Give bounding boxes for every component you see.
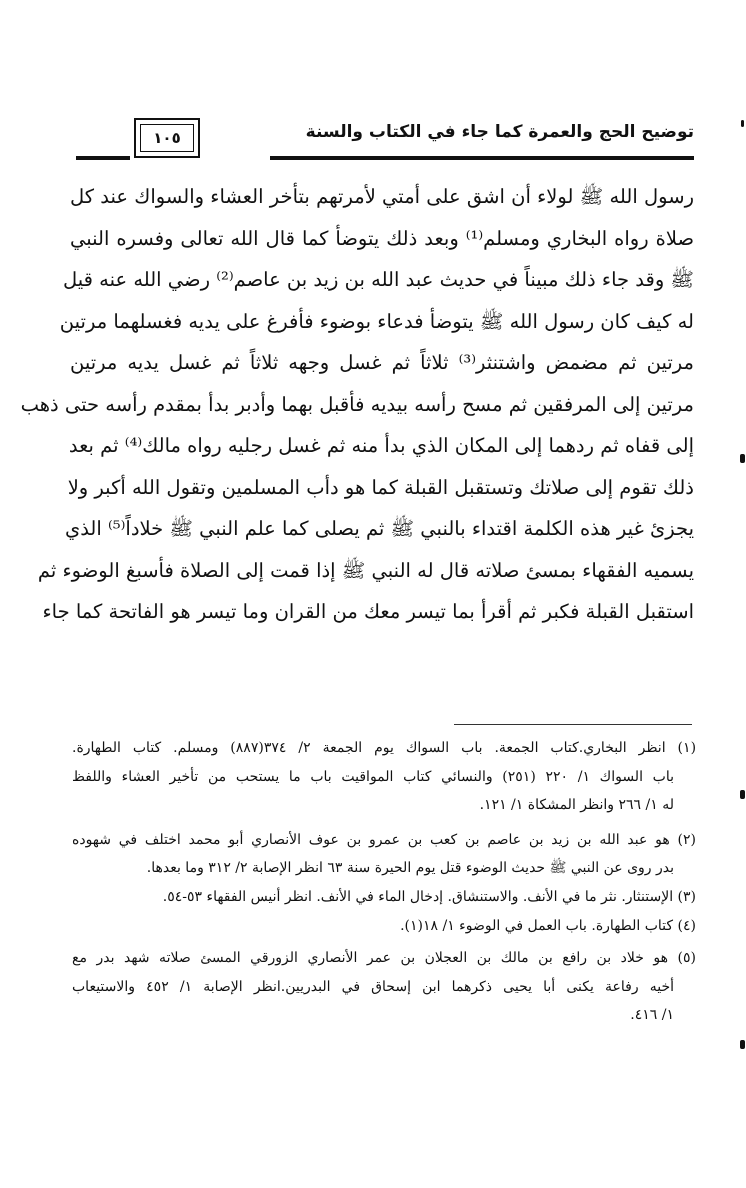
footnotes [72,734,696,1030]
footnote-line: له ١/ ٢٦٦ وانظر المشكاة ١/ ١٢١. [479,797,674,814]
footnote-line: (٢) هو عبد الله بن زيد بن عاصم بن كعب بن عمرو بن عوف الأنصاري أبو محمد اختلف في شهوده [72,831,696,848]
footnote-line: أخيه رفاعة يكنى أبا يحيى ذكرهما ابن إسحاق في البدريين.انظر الإصابة ١/ ٤٥٢ والاستيعاب [72,978,674,995]
main-text [20,176,695,633]
footnote-line: بدر روى عن النبي ﷺ حديث الوضوء قتل يوم الحيرة سنة ٦٣ انظر الإصابة ٢/ ٣١٢ وما بعدها. [146,860,674,877]
footnote-line: ١/ ٤١٦. [630,1007,674,1024]
page-number-box [134,118,200,158]
page-header [76,118,694,164]
text-line: يجزئ غير هذه الكلمة اقتداء بالنبي ﷺ ثم يصلى كما علم النبي ﷺ خلاداً⁽⁵⁾ الذي [64,517,694,540]
header-rule-left [76,156,130,160]
footnote-1 [72,734,696,820]
footnote-separator [454,724,692,725]
footnote-line: (٥) هو خلاد بن رافع بن مالك بن العجلان بن عمر الأنصاري الزورقي المسئ صلاته شهد بدر مع [72,950,696,967]
footnote-2 [72,826,696,883]
footnote-line: (١) انظر البخاري.كتاب الجمعة. باب السواك يوم الجمعة ٢/ ٣٧٤(٨٨٧) ومسلم. كتاب الطهارة. [72,740,697,756]
text-line: مرتين إلى المرفقين ثم مسح رأسه بيديه فأقبل بهما وأدبر بدأ بمقدم رأسه حتى ذهب [20,392,694,416]
text-line: صلاة رواه البخاري ومسلم⁽¹⁾ وبعد ذلك يتوضأ كما قال الله تعالى وفسره النبي [70,226,695,250]
footnote-5 [72,944,696,1030]
text-line: ذلك تقوم إلى صلاتك وتستقبل القبلة كما هو دأب المسلمين وتقول الله أكبر ولا [67,475,694,499]
text-line: مرتين ثم مضمض واشتنثر⁽³⁾ ثلاثاً ثم غسل وجهه ثلاثاً ثم غسل يديه مرتين [70,351,694,374]
text-line: رسول الله ﷺ لولاء أن اشق على أمتي لأمرتهم بتأخر العشاء والسواك عند كل [70,185,694,208]
margin-mark [740,1040,745,1049]
text-line: يسميه الفقهاء بمسئ صلاته قال له النبي ﷺ إذا قمت إلى الصلاة فأسبغ الوضوء ثم [37,558,694,582]
running-title: توضيح الحج والعمرة كما جاء في الكتاب والسنة [305,122,694,142]
margin-mark [740,454,745,463]
footnote-line: (٤) كتاب الطهارة. باب العمل في الوضوء ١/ ١٨(١). [400,917,696,934]
text-line: استقبل القبلة فكبر ثم أقرأ بما تيسر معك من القران وما تيسر هو الفاتحة كما جاء [42,600,694,623]
text-line: ﷺ وقد جاء ذلك مبيناً في حديث عبد الله بن زيد بن عاصم⁽²⁾ رضي الله عنه قيل [62,268,694,291]
footnote-line: باب السواك ١/ ٢٢٠ (٢٥١) والنسائي كتاب المواقيت باب ما يستحب من تأخير العشاء واللفظ [72,768,674,785]
footnote-3 [72,883,696,912]
margin-mark [740,790,745,799]
text-line: له كيف كان رسول الله ﷺ يتوضأ فدعاء بوضوء فأفرغ على يديه فغسلهما مرتين [59,309,694,333]
page-number: ١٠٥ [153,129,181,147]
footnote-line: (٣) الإستنثار. نثر ما في الأنف. والاستنشاق. إدخال الماء في الأنف. انظر أنيس الفقهاء ٥٣-٥٤. [162,888,696,905]
header-rule-right [270,156,694,160]
margin-mark [741,120,744,127]
footnote-4 [72,912,696,941]
text-line: إلى قفاه ثم ردهما إلى المكان الذي بدأ منه ثم غسل رجليه رواه مالك⁽⁴⁾ ثم بعد [68,434,694,457]
